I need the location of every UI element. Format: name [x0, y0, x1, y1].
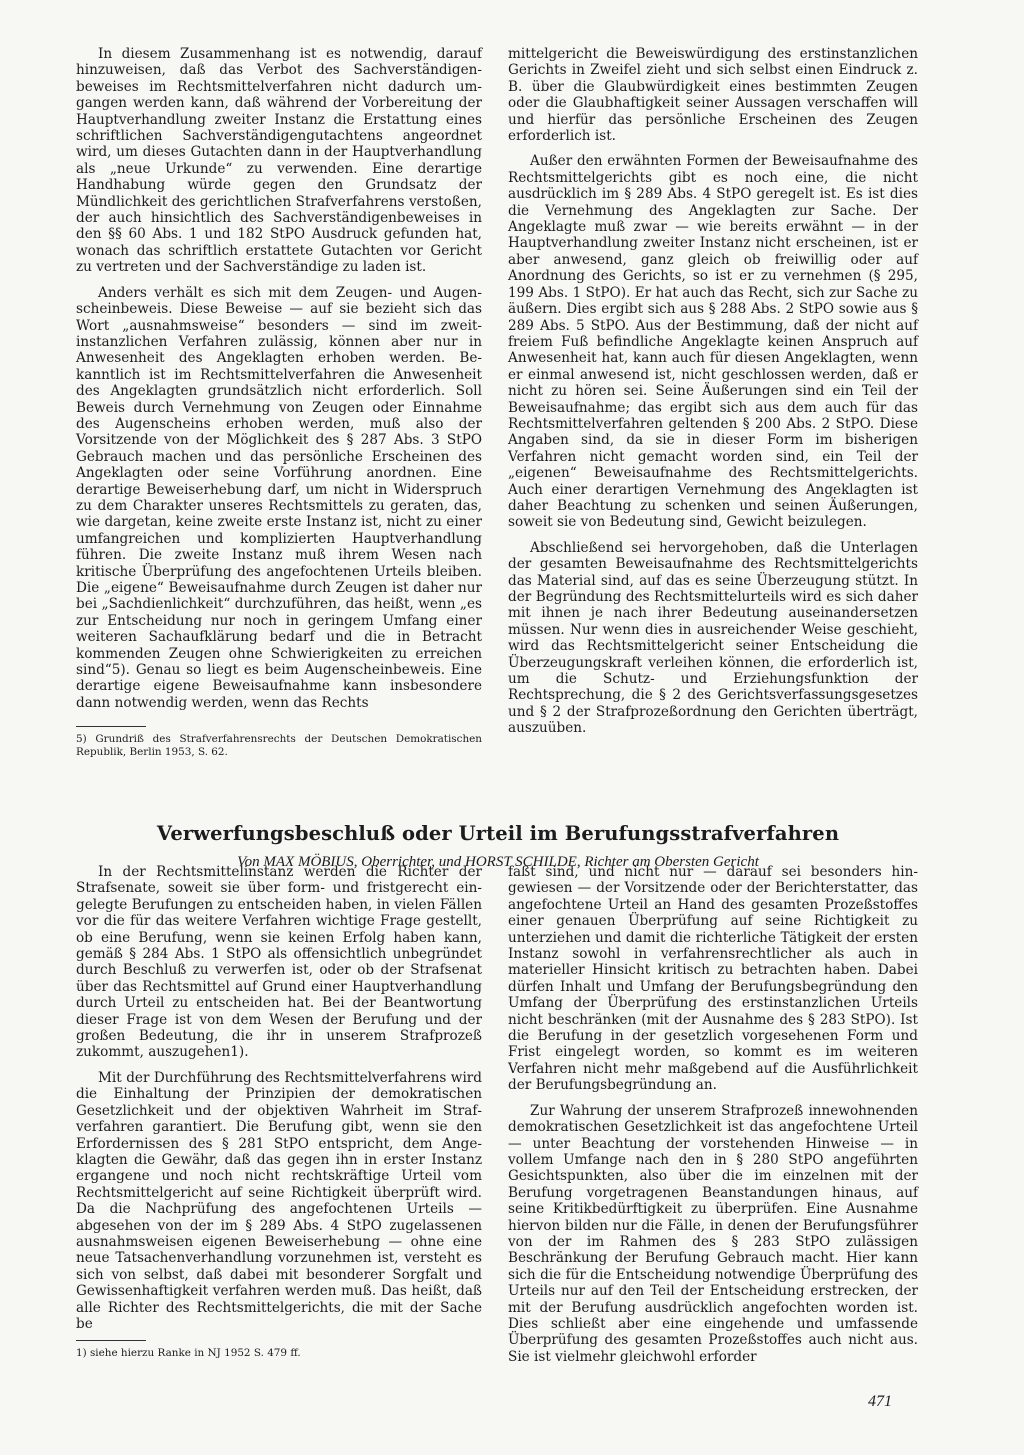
paragraph: faßt sind, und nicht nur — darauf sei besonders hingewiesen — der Vorsitzende oder der Berichterstatter, das angefochtene Urteil an Hand des gesamten Prozeßstoffes einer genauen Überprüfung auf seine Richtigkeit zu unterziehen und damit die richterliche Tätigkeit der ersten Instanz sowohl in verfahrensrechtlicher als auch in materieller Hinsicht kritisch zu betrachten haben. Dabei dürfen Inhalt und Umfang der Berufungsbegründung den Umfang der Überprüfung des erstinstanzlichen Urteils nicht beschränken (mit der Ausnahme des § 283 StPO). Ist die Berufung in der gesetzlich vorgesehenen Form und Frist eingelegt worden, so kommt es im weiteren Verfahren nicht mehr maßgebend auf die Ausführlichkeit der Berufungsbegründung an. [508, 864, 918, 1094]
column-bottom-left [76, 864, 482, 1341]
article-byline: Von MAX MÖBIUS, Oberrichter, und HORST SCHILDE, Richter am Obersten Gericht [237, 854, 759, 870]
paragraph: Zur Wahrung der unserem Strafprozeß innewohnenden demokratischen Gesetzlichkeit ist das angefochtene Urteil — unter Beachtung der vorstehenden Hinweise — in vollem Umfange nach den in § 280 StPO angeführten Gesichtspunkten, also über die im einzelnen mit der Berufung vorgetragenen Beanstandungen hinaus, auf seine Kritikbedürftigkeit zu überprüfen. Eine Ausnahme hiervon bilden nur die Fälle, in denen der Berufungsführer von der im Rahmen des § 283 StPO zulässigen Beschränkung der Berufung Gebrauch macht. Hier kann sich die für die Entscheidung notwendige Überprüfung des Urteils nur auf den Teil der Entscheidung erstrecken, der mit der Berufung ausdrücklich angefochten worden ist. Dies schließt aber eine eingehende und umfassende Überprüfung des gesamten Prozeßstoffes auch nicht aus. Sie ist vielmehr gleichwohl erforder [508, 1102, 918, 1365]
article-title: Verwerfungsbeschluß oder Urteil im Berufungsstrafverfahren [156, 822, 840, 845]
column-top-right [508, 46, 918, 746]
paragraph: In der Rechtsmittelinstanz werden die Richter der Strafsenate, soweit sie über form- und fristgerecht eingelegte Berufungen zu entscheiden haben, in vielen Fällen vor die für das weitere Verfahren wichtige Frage gestellt, ob eine Berufung, wenn sie keinen Erfolg haben kann, gemäß § 284 Abs. 1 StPO als offensichtlich unbegründet durch Beschluß zu verwerfen ist, oder ob der Strafsenat über das Rechtsmittel auf Grund einer Hauptverhandlung durch Urteil zu entscheiden hat. Bei der Beantwortung dieser Frage ist von dem Wesen der Berufung und der großen Bedeutung, die ihr in unserem Strafprozeß zukommt, auszugehen1). [76, 864, 482, 1061]
paragraph: Anders verhält es sich mit dem Zeugen- und Augenscheinbeweis. Diese Beweise — auf sie bezieht sich das Wort „ausnahmsweise“ besonders — sind im zweitinstanzlichen Verfahren zulässig, können aber nur in Anwesenheit des Angeklagten erhoben werden. Bekanntlich ist im Rechtsmittelverfahren die Anwesenheit des Angeklagten grundsätzlich nicht erforderlich. Soll Beweis durch Vernehmung von Zeugen oder Einnahme des Augenscheins erhoben werden, muß also der Vorsitzende von der Möglichkeit des § 287 Abs. 3 StPO Gebrauch machen und das persönliche Erscheinen des Angeklagten oder seine Vorführung anordnen. Eine derartige Beweiserhebung darf, um nicht in Widerspruch zu dem Charakter unseres Rechtsmittels zu geraten, das, wie dargetan, keine zweite erste Instanz ist, nicht zu einer umfangreichen und komplizierten Hauptverhandlung führen. Die zweite Instanz muß ihrem Wesen nach kritische Überprüfung des angefochtenen Urteils bleiben. Die „eigene“ Beweisaufnahme durch Zeugen ist daher nur bei „Sachdienlichkeit“ durchzuführen, das heißt, wenn „es zur Entscheidung nur noch in geringem Umfang einer weiteren Sachaufklärung bedarf und die in Betracht kommenden Zeugen ohne Schwierigkeiten zu erreichen sind“5). Genau so liegt es beim Augenscheinbeweis. Eine derartige eigene Beweisaufnahme kann insbesondere dann notwendig werden, wenn das Rechts [76, 284, 482, 711]
column-bottom-right [508, 864, 918, 1374]
paragraph: In diesem Zusammenhang ist es notwendig, darauf hinzuweisen, daß das Verbot des Sachverständigenbeweises im Rechtsmittelverfahren nicht dadurch umgangen werden kann, daß während der Vorbereitung der Hauptverhandlung zweiter Instanz die Erstattung eines schriftlichen Sachverständigengutachtens angeordnet wird, um dieses Gutachten dann in der Hauptverhandlung als „neue Urkunde“ zu verwenden. Eine derartige Handhabung würde gegen den Grundsatz der Mündlichkeit des gerichtlichen Strafverfahrens verstoßen, der auch hinsichtlich des Sachverständigenbeweises in den §§ 60 Abs. 1 und 182 StPO Ausdruck gefunden hat, wonach das schriftlich erstattete Gutachten vor Gericht zu vertreten und der Sachverständige zu laden ist. [76, 46, 482, 276]
paragraph: mittelgericht die Beweiswürdigung des erstinstanzlichen Gerichts in Zweifel zieht und sich selbst einen Eindruck z. B. über die Glaubwürdigkeit eines bestimmten Zeugen oder die Glaubhaftigkeit seiner Aussagen verschaffen will und hierfür das persönliche Erscheinen des Zeugen erforderlich ist. [508, 46, 918, 145]
column-top-left [76, 46, 482, 720]
footnote-1: 1) siehe hierzu Ranke in NJ 1952 S. 479 ff. [76, 1347, 301, 1359]
footnote-rule [76, 726, 146, 727]
paragraph: Abschließend sei hervorgehoben, daß die Unterlagen der gesamten Beweisaufnahme des Rechtsmittelgerichts das Material sind, auf das es seine Überzeugung stützt. In der Begründung des Rechtsmittelurteils wird es sich daher mit ihnen je nach ihrer Bedeutung auseinandersetzen müssen. Nur wenn dies in ausreichender Weise geschieht, wird das Rechtsmittelgericht seiner Entscheidung die Überzeugungskraft verleihen können, die erforderlich ist, um die Schutz- und Erziehungsfunktion der Rechtsprechung, die § 2 des Gerichtsverfassungsgesetzes und § 2 der Strafprozeßordnung den Gerichten überträgt, auszuüben. [508, 539, 918, 737]
page-number: 471 [868, 1393, 892, 1410]
paragraph: Außer den erwähnten Formen der Beweisaufnahme des Rechtsmittelgerichts gibt es noch eine, die nicht ausdrücklich im § 289 Abs. 4 StPO geregelt ist. Es ist dies die Vernehmung des Angeklagten zur Sache. Der Angeklagte muß zwar — wie bereits erwähnt — in der Hauptverhandlung zweiter Instanz nicht erscheinen, ist er aber anwesend, ganz gleich ob freiwillig oder auf Anordnung des Gerichts, so ist er zu vernehmen (§ 295, 199 Abs. 1 StPO). Er hat auch das Recht, sich zur Sache zu äußern. Dies ergibt sich aus § 288 Abs. 2 StPO sowie aus § 289 Abs. 5 StPO. Aus der Bestimmung, daß der nicht auf freiem Fuß befindliche Angeklagte keinen Anspruch auf Anwesenheit hat, kann auch für diesen Angeklagten, wenn er einmal anwesend ist, nicht geschlossen werden, daß er nicht zu hören sei. Seine Äußerungen sind ein Teil der Beweisaufnahme; das ergibt sich aus dem auch für das Rechtsmittelverfahren geltenden § 200 Abs. 2 StPO. Diese Angaben sind, da sie in dieser Form im bisherigen Verfahren nicht gemacht worden sind, ein Teil der „eigenen“ Beweisaufnahme des Rechtsmittelgerichts. Auch einer derartigen Vernehmung des Angeklagten ist daher Beachtung zu schenken und seinen Äußerungen, soweit sie von Bedeutung sind, Gewicht beizulegen. [508, 153, 918, 531]
footnote-5: 5) Grundriß des Strafverfahrensrechts der Deutschen Demokratischen Republik, Berlin 1953, S. 62. [76, 733, 482, 758]
paragraph: Mit der Durchführung des Rechtsmittelverfahrens wird die Einhaltung der Prinzipien der demokratischen Gesetzlichkeit und der objektiven Wahrheit im Strafverfahren garantiert. Die Berufung gibt, wenn sie den Erfordernissen des § 281 StPO entspricht, dem Angeklagten die Gewähr, daß das gegen ihn in erster Instanz ergangene und noch nicht rechtskräftige Urteil vom Rechtsmittelgericht auf seine Richtigkeit überprüft wird. Da die Nachprüfung des angefochtenen Urteils — abgesehen von der im § 289 Abs. 4 StPO zugelassenen ausnahmsweisen eigenen Beweiserhebung — ohne eine neue Tatsachenverhandlung vorzunehmen ist, versteht es sich von selbst, daß dabei mit besonderer Sorgfalt und Gewissenhaftigkeit verfahren werden muß. Das heißt, daß alle Richter des Rechtsmittelgerichts, die mit der Sache be [76, 1069, 482, 1332]
footnote-rule [76, 1340, 146, 1341]
